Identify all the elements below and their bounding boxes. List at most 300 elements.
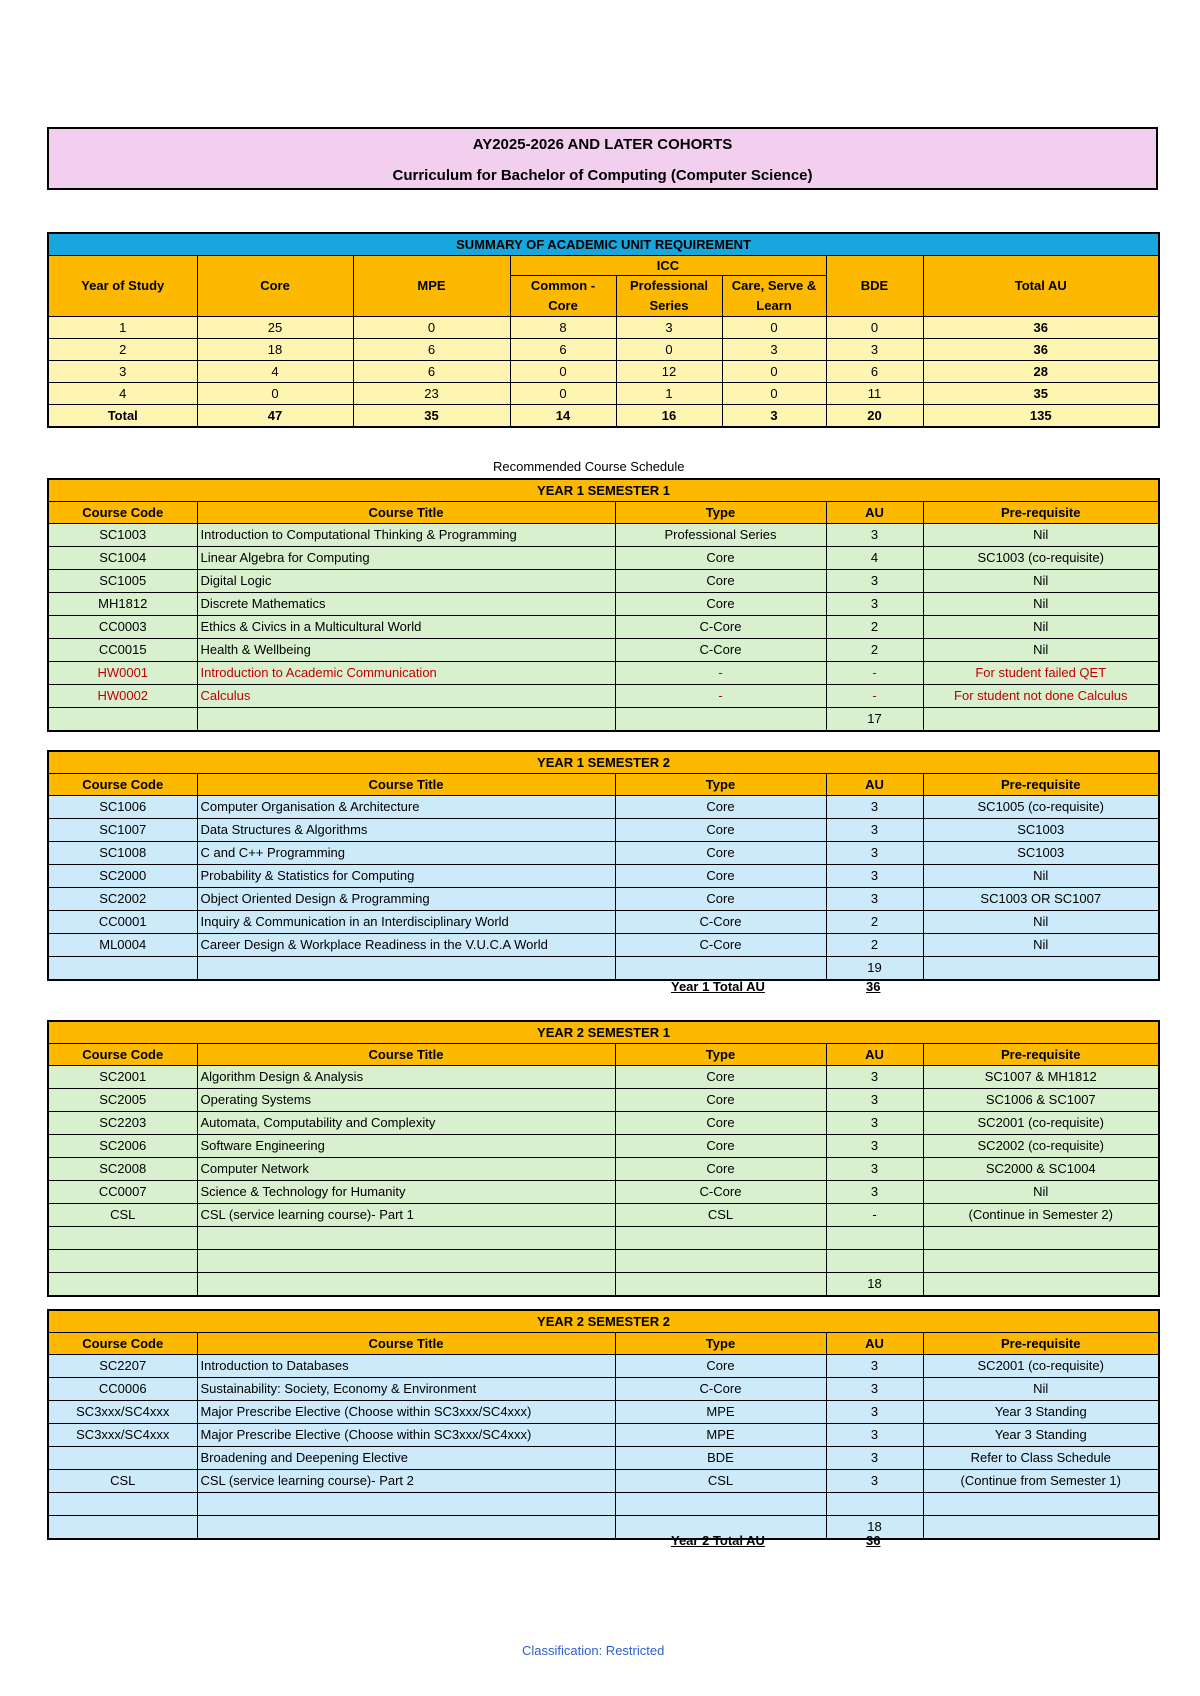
summary-row	[48, 339, 1159, 361]
summary-cell: 3	[48, 361, 197, 383]
course-row	[48, 1181, 1159, 1204]
course-prerequisite: Nil	[923, 616, 1159, 639]
course-title: Inquiry & Communication in an Interdisciplinary World	[197, 911, 615, 934]
course-code	[48, 1447, 197, 1470]
semester-title: YEAR 1 SEMESTER 1	[48, 479, 1159, 502]
header-core: Core	[197, 256, 353, 317]
course-prerequisite: (Continue in Semester 2)	[923, 1204, 1159, 1227]
course-prerequisite: SC2001 (co-requisite)	[923, 1112, 1159, 1135]
course-prerequisite: SC1003 OR SC1007	[923, 888, 1159, 911]
course-row	[48, 1493, 1159, 1516]
course-prerequisite: Nil	[923, 570, 1159, 593]
course-type: Core	[615, 865, 826, 888]
summary-cell: 8	[510, 317, 616, 339]
summary-cell: 18	[197, 339, 353, 361]
year1-total-value: 36	[866, 979, 881, 994]
summary-cell: 11	[826, 383, 923, 405]
course-title: Major Prescribe Elective (Choose within SC3xxx/SC4xxx)	[197, 1401, 615, 1424]
course-code: SC2000	[48, 865, 197, 888]
course-prerequisite: Nil	[923, 865, 1159, 888]
summary-cell: 16	[616, 405, 722, 428]
course-type: -	[615, 685, 826, 708]
course-type	[615, 1250, 826, 1273]
course-row	[48, 1227, 1159, 1250]
course-type: Core	[615, 842, 826, 865]
course-prerequisite	[923, 708, 1159, 732]
summary-cell: 6	[510, 339, 616, 361]
summary-cell: 6	[353, 339, 510, 361]
year2-total-label: Year 2 Total AU	[671, 1533, 765, 1548]
year2-sem1-section	[47, 1020, 1158, 1297]
course-au: 2	[826, 639, 923, 662]
course-prerequisite: For student not done Calculus	[923, 685, 1159, 708]
course-au: 3	[826, 524, 923, 547]
course-title: Probability & Statistics for Computing	[197, 865, 615, 888]
summary-row	[48, 361, 1159, 383]
course-type: Core	[615, 888, 826, 911]
curriculum-title: Curriculum for Bachelor of Computing (Computer Science)	[392, 167, 813, 184]
header-course-code: Course Code	[48, 1044, 197, 1066]
header-prerequisite: Pre-requisite	[923, 1333, 1159, 1355]
course-au: 3	[826, 1447, 923, 1470]
summary-cell: 14	[510, 405, 616, 428]
course-code	[48, 1493, 197, 1516]
course-code	[48, 708, 197, 732]
course-title	[197, 1273, 615, 1297]
course-au: 3	[826, 865, 923, 888]
semester-title: YEAR 2 SEMESTER 1	[48, 1021, 1159, 1044]
course-prerequisite: Nil	[923, 593, 1159, 616]
summary-cell: 47	[197, 405, 353, 428]
course-code: SC2006	[48, 1135, 197, 1158]
summary-cell: 3	[722, 339, 826, 361]
course-au: 3	[826, 1181, 923, 1204]
summary-cell: 1	[616, 383, 722, 405]
document-title-box	[47, 127, 1158, 190]
header-course-title: Course Title	[197, 502, 615, 524]
course-type: CSL	[615, 1204, 826, 1227]
course-type: BDE	[615, 1447, 826, 1470]
summary-cell: 36	[923, 317, 1159, 339]
course-code	[48, 1516, 197, 1540]
course-prerequisite: SC1003	[923, 819, 1159, 842]
course-type: Core	[615, 570, 826, 593]
course-code: SC3xxx/SC4xxx	[48, 1424, 197, 1447]
summary-cell: 36	[923, 339, 1159, 361]
header-type: Type	[615, 1333, 826, 1355]
course-row	[48, 1378, 1159, 1401]
summary-cell: 0	[722, 383, 826, 405]
summary-cell: 35	[923, 383, 1159, 405]
course-type	[615, 1493, 826, 1516]
course-code: CSL	[48, 1470, 197, 1493]
course-prerequisite: Nil	[923, 524, 1159, 547]
course-row	[48, 662, 1159, 685]
course-code: SC1007	[48, 819, 197, 842]
header-type: Type	[615, 774, 826, 796]
course-row	[48, 1250, 1159, 1273]
year2-sem2-section	[47, 1309, 1158, 1540]
course-au: 2	[826, 911, 923, 934]
course-row	[48, 524, 1159, 547]
course-code: SC3xxx/SC4xxx	[48, 1401, 197, 1424]
course-au: 3	[826, 1112, 923, 1135]
course-row	[48, 1516, 1159, 1540]
course-row	[48, 708, 1159, 732]
recommended-schedule-label: Recommended Course Schedule	[493, 459, 685, 474]
course-title: Ethics & Civics in a Multicultural World	[197, 616, 615, 639]
year2-sem2-table	[47, 1309, 1160, 1540]
course-type: -	[615, 662, 826, 685]
course-type: Core	[615, 1112, 826, 1135]
course-au: 19	[826, 957, 923, 981]
summary-cell: 135	[923, 405, 1159, 428]
course-title: Science & Technology for Humanity	[197, 1181, 615, 1204]
course-type: C-Core	[615, 934, 826, 957]
course-title: Software Engineering	[197, 1135, 615, 1158]
header-course-title: Course Title	[197, 1044, 615, 1066]
course-title: CSL (service learning course)- Part 2	[197, 1470, 615, 1493]
course-row	[48, 819, 1159, 842]
header-year-of-study: Year of Study	[48, 256, 197, 317]
course-title: Computer Network	[197, 1158, 615, 1181]
course-au	[826, 1250, 923, 1273]
course-code: CC0006	[48, 1378, 197, 1401]
course-row	[48, 842, 1159, 865]
course-code: SC2203	[48, 1112, 197, 1135]
course-title: Data Structures & Algorithms	[197, 819, 615, 842]
course-au: -	[826, 685, 923, 708]
course-row	[48, 547, 1159, 570]
header-course-code: Course Code	[48, 774, 197, 796]
summary-cell: 0	[353, 317, 510, 339]
course-prerequisite	[923, 1273, 1159, 1297]
course-au	[826, 1227, 923, 1250]
course-type: Core	[615, 1066, 826, 1089]
summary-row	[48, 317, 1159, 339]
summary-cell: 3	[616, 317, 722, 339]
course-prerequisite: SC2001 (co-requisite)	[923, 1355, 1159, 1378]
course-row	[48, 1273, 1159, 1297]
header-prerequisite: Pre-requisite	[923, 1044, 1159, 1066]
course-type: C-Core	[615, 1181, 826, 1204]
course-au: 3	[826, 570, 923, 593]
course-row	[48, 1401, 1159, 1424]
course-au: 3	[826, 1355, 923, 1378]
course-code	[48, 1273, 197, 1297]
course-code: CSL	[48, 1204, 197, 1227]
course-type: MPE	[615, 1401, 826, 1424]
header-mpe: MPE	[353, 256, 510, 317]
summary-row	[48, 383, 1159, 405]
course-row	[48, 1158, 1159, 1181]
course-prerequisite: SC2002 (co-requisite)	[923, 1135, 1159, 1158]
course-row	[48, 639, 1159, 662]
course-type	[615, 708, 826, 732]
header-course-code: Course Code	[48, 1333, 197, 1355]
course-type: C-Core	[615, 911, 826, 934]
course-au: 3	[826, 1135, 923, 1158]
summary-cell: 28	[923, 361, 1159, 383]
course-code: SC2001	[48, 1066, 197, 1089]
course-type	[615, 1273, 826, 1297]
course-au: 3	[826, 1470, 923, 1493]
course-au: -	[826, 1204, 923, 1227]
course-au: -	[826, 662, 923, 685]
course-type: Core	[615, 819, 826, 842]
course-title: Introduction to Databases	[197, 1355, 615, 1378]
course-title: Object Oriented Design & Programming	[197, 888, 615, 911]
course-prerequisite: SC1003 (co-requisite)	[923, 547, 1159, 570]
summary-cell: 4	[197, 361, 353, 383]
course-row	[48, 1355, 1159, 1378]
course-prerequisite: Nil	[923, 639, 1159, 662]
course-row	[48, 1135, 1159, 1158]
course-type: Core	[615, 1355, 826, 1378]
summary-cell: 35	[353, 405, 510, 428]
course-au: 3	[826, 1401, 923, 1424]
course-au: 3	[826, 1066, 923, 1089]
summary-cell: 0	[722, 361, 826, 383]
course-title: Computer Organisation & Architecture	[197, 796, 615, 819]
cohort-title: AY2025-2026 AND LATER COHORTS	[472, 136, 733, 153]
summary-row	[48, 405, 1159, 428]
course-row	[48, 934, 1159, 957]
header-au: AU	[826, 774, 923, 796]
header-type: Type	[615, 1044, 826, 1066]
course-code: CC0007	[48, 1181, 197, 1204]
year1-total-label: Year 1 Total AU	[671, 979, 765, 994]
course-row	[48, 1447, 1159, 1470]
semester-title: YEAR 1 SEMESTER 2	[48, 751, 1159, 774]
course-au: 3	[826, 1424, 923, 1447]
course-title: Career Design & Workplace Readiness in the V.U.C.A World	[197, 934, 615, 957]
header-course-title: Course Title	[197, 774, 615, 796]
course-au: 3	[826, 1378, 923, 1401]
course-code: SC2008	[48, 1158, 197, 1181]
course-code: SC2002	[48, 888, 197, 911]
course-code: SC1004	[48, 547, 197, 570]
course-title: Sustainability: Society, Economy & Environment	[197, 1378, 615, 1401]
course-code: CC0015	[48, 639, 197, 662]
header-prerequisite: Pre-requisite	[923, 774, 1159, 796]
course-prerequisite: Nil	[923, 911, 1159, 934]
semester-title: YEAR 2 SEMESTER 2	[48, 1310, 1159, 1333]
summary-cell: 0	[826, 317, 923, 339]
course-prerequisite: (Continue from Semester 1)	[923, 1470, 1159, 1493]
header-course-code: Course Code	[48, 502, 197, 524]
course-au: 3	[826, 1089, 923, 1112]
course-title	[197, 1250, 615, 1273]
course-type: Core	[615, 547, 826, 570]
summary-cell: 0	[197, 383, 353, 405]
header-common-core-2: Core	[510, 296, 616, 317]
course-row	[48, 616, 1159, 639]
year1-sem2-section	[47, 750, 1158, 981]
summary-cell: 3	[722, 405, 826, 428]
course-au: 3	[826, 593, 923, 616]
course-au: 2	[826, 616, 923, 639]
course-row	[48, 1424, 1159, 1447]
course-title: Broadening and Deepening Elective	[197, 1447, 615, 1470]
course-row	[48, 796, 1159, 819]
course-prerequisite	[923, 1250, 1159, 1273]
course-row	[48, 685, 1159, 708]
course-title: Major Prescribe Elective (Choose within SC3xxx/SC4xxx)	[197, 1424, 615, 1447]
header-type: Type	[615, 502, 826, 524]
summary-cell: 0	[510, 383, 616, 405]
course-prerequisite: Year 3 Standing	[923, 1401, 1159, 1424]
course-row	[48, 570, 1159, 593]
course-prerequisite: SC1007 & MH1812	[923, 1066, 1159, 1089]
course-code: HW0002	[48, 685, 197, 708]
course-code: HW0001	[48, 662, 197, 685]
header-au: AU	[826, 1044, 923, 1066]
course-prerequisite: Nil	[923, 934, 1159, 957]
course-title: Linear Algebra for Computing	[197, 547, 615, 570]
course-code: SC1003	[48, 524, 197, 547]
course-type: C-Core	[615, 639, 826, 662]
header-care-1: Care, Serve &	[722, 276, 826, 297]
course-title: Operating Systems	[197, 1089, 615, 1112]
course-title	[197, 1227, 615, 1250]
course-code	[48, 957, 197, 981]
summary-section	[47, 232, 1158, 428]
course-au: 18	[826, 1516, 923, 1540]
header-professional-1: Professional	[616, 276, 722, 297]
course-prerequisite: For student failed QET	[923, 662, 1159, 685]
course-type: Core	[615, 1089, 826, 1112]
course-type: CSL	[615, 1470, 826, 1493]
header-au: AU	[826, 502, 923, 524]
classification-footer: Classification: Restricted	[522, 1643, 665, 1658]
course-title	[197, 957, 615, 981]
header-professional-2: Series	[616, 296, 722, 317]
course-row	[48, 1066, 1159, 1089]
course-au: 3	[826, 819, 923, 842]
header-common-core-1: Common -	[510, 276, 616, 297]
summary-cell: 12	[616, 361, 722, 383]
course-title: Calculus	[197, 685, 615, 708]
year1-sem1-section	[47, 478, 1158, 732]
course-au	[826, 1493, 923, 1516]
course-code	[48, 1250, 197, 1273]
course-prerequisite: SC1003	[923, 842, 1159, 865]
header-au: AU	[826, 1333, 923, 1355]
course-code: SC1008	[48, 842, 197, 865]
course-prerequisite	[923, 1516, 1159, 1540]
course-au: 18	[826, 1273, 923, 1297]
year1-sem1-table	[47, 478, 1160, 732]
course-prerequisite: Nil	[923, 1378, 1159, 1401]
course-prerequisite	[923, 957, 1159, 981]
course-code: SC2005	[48, 1089, 197, 1112]
course-type: C-Core	[615, 1378, 826, 1401]
header-bde: BDE	[826, 256, 923, 317]
course-title: Automata, Computability and Complexity	[197, 1112, 615, 1135]
course-row	[48, 1470, 1159, 1493]
course-au: 17	[826, 708, 923, 732]
header-total-au: Total AU	[923, 256, 1159, 317]
course-au: 3	[826, 842, 923, 865]
summary-cell: Total	[48, 405, 197, 428]
year2-sem1-table	[47, 1020, 1160, 1297]
summary-cell: 4	[48, 383, 197, 405]
course-row	[48, 1089, 1159, 1112]
summary-cell: 0	[616, 339, 722, 361]
course-prerequisite: Nil	[923, 1181, 1159, 1204]
course-row	[48, 1204, 1159, 1227]
course-code	[48, 1227, 197, 1250]
summary-cell: 23	[353, 383, 510, 405]
course-code: MH1812	[48, 593, 197, 616]
course-type: Professional Series	[615, 524, 826, 547]
summary-cell: 20	[826, 405, 923, 428]
year2-total-value: 36	[866, 1533, 881, 1548]
course-title: Discrete Mathematics	[197, 593, 615, 616]
course-row	[48, 888, 1159, 911]
header-course-title: Course Title	[197, 1333, 615, 1355]
course-au: 3	[826, 1158, 923, 1181]
course-prerequisite: Year 3 Standing	[923, 1424, 1159, 1447]
course-row	[48, 957, 1159, 981]
course-au: 3	[826, 888, 923, 911]
summary-cell: 0	[510, 361, 616, 383]
summary-title: SUMMARY OF ACADEMIC UNIT REQUIREMENT	[48, 233, 1159, 256]
course-row	[48, 865, 1159, 888]
course-title	[197, 708, 615, 732]
course-type: MPE	[615, 1424, 826, 1447]
summary-table	[47, 232, 1160, 428]
course-title	[197, 1516, 615, 1540]
course-type: Core	[615, 1135, 826, 1158]
course-title: Introduction to Computational Thinking & Programming	[197, 524, 615, 547]
course-code: SC2207	[48, 1355, 197, 1378]
course-code: CC0001	[48, 911, 197, 934]
year1-sem2-table	[47, 750, 1160, 981]
course-row	[48, 593, 1159, 616]
course-au: 2	[826, 934, 923, 957]
course-title	[197, 1493, 615, 1516]
course-code: SC1006	[48, 796, 197, 819]
course-code: CC0003	[48, 616, 197, 639]
course-prerequisite: SC1005 (co-requisite)	[923, 796, 1159, 819]
header-prerequisite: Pre-requisite	[923, 502, 1159, 524]
course-au: 4	[826, 547, 923, 570]
summary-cell: 2	[48, 339, 197, 361]
course-title: Health & Wellbeing	[197, 639, 615, 662]
course-prerequisite	[923, 1227, 1159, 1250]
course-row	[48, 1112, 1159, 1135]
summary-cell: 6	[353, 361, 510, 383]
course-type: Core	[615, 796, 826, 819]
course-title: CSL (service learning course)- Part 1	[197, 1204, 615, 1227]
course-type: Core	[615, 593, 826, 616]
course-row	[48, 911, 1159, 934]
summary-cell: 0	[722, 317, 826, 339]
header-icc: ICC	[510, 256, 826, 276]
course-prerequisite: Refer to Class Schedule	[923, 1447, 1159, 1470]
course-code: SC1005	[48, 570, 197, 593]
course-type: C-Core	[615, 616, 826, 639]
course-type: Core	[615, 1158, 826, 1181]
course-title: C and C++ Programming	[197, 842, 615, 865]
course-type	[615, 957, 826, 981]
header-care-2: Learn	[722, 296, 826, 317]
course-prerequisite	[923, 1493, 1159, 1516]
summary-cell: 25	[197, 317, 353, 339]
course-au: 3	[826, 796, 923, 819]
